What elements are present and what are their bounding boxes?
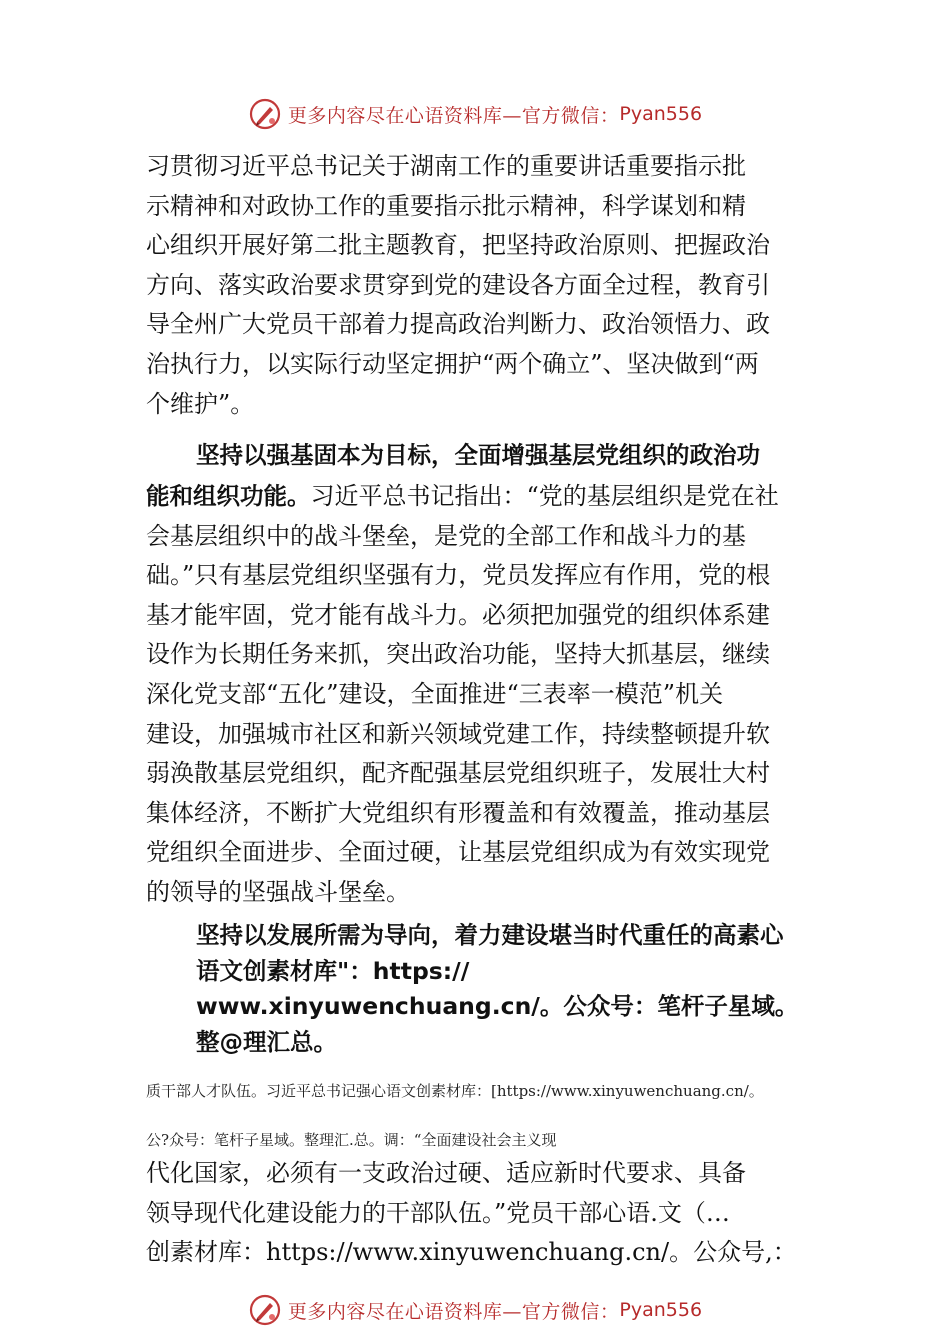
heading-line: 整@理汇总。 (196, 1027, 337, 1056)
text-line: 方向、落实政治要求贯穿到党的建设各方面全过程，教育引 (146, 270, 770, 299)
paragraph-4 (146, 1154, 836, 1273)
section-heading-continued: 能和组织功能。 (146, 482, 311, 510)
header-banner (0, 94, 950, 134)
section-heading: 坚持以强基固本为目标，全面增强基层党组织的政治功 (196, 441, 760, 469)
small-text-line: 公?众号：笔杆子星域。整理汇.总。调：“全面建设社会主义现 (146, 1131, 557, 1149)
text-line: 础。”只有基层党组织坚强有力，党员发挥应有作用，党的根 (146, 561, 771, 590)
banner-text: 更多内容尽在心语资料库—官方微信： (287, 104, 620, 127)
heading-line: 坚持以发展所需为导向，着力建设堪当时代重任的高素心 (196, 921, 784, 949)
text-line: 个维护”。 (146, 389, 255, 418)
paragraph-2 (146, 477, 836, 913)
text-line: 建设，加强城市社区和新兴领域党建工作，持续整顿提升软 (146, 719, 770, 748)
text-line: 深化党支部“五化”建设，全面推进“三表率一模范”机关 (146, 679, 724, 708)
pen-logo-icon (248, 97, 282, 131)
section-3-heading (196, 918, 846, 1060)
text-line: 领导现代化建设能力的干部队伍。”党员干部心语.文（… (146, 1198, 730, 1227)
text-line: 弱涣散基层党组织，配齐配强基层党组织班子，发展壮大村 (146, 759, 770, 788)
text-line: 习贯彻习近平总书记关于湖南工作的重要讲话重要指示批 (146, 152, 746, 180)
text-line: 集体经济，不断扩大党组织有形覆盖和有效覆盖，推动基层 (146, 798, 770, 827)
text-line (146, 477, 836, 517)
text-line: 设作为长期任务来抓，突出政治功能，坚持大抓基层，继续 (146, 640, 770, 669)
heading-line: www.xinyuwenchuang.cn/。公众号：笔杆子星域。 (196, 992, 799, 1020)
banner-contact: Pyan556 (619, 103, 703, 125)
text-line: 会基层组织中的战斗堡垒，是党的全部工作和战斗力的基 (146, 521, 746, 550)
small-text-line: 质干部人才队伍。习近平总书记强心语文创素材库：[https://www.xinyuwenchuang.cn/。 (146, 1082, 764, 1100)
text-line: 心组织开展好第二批主题教育，把坚持政治原则、把握政治 (146, 231, 770, 260)
heading-line: 语文创素材库"：https:// (196, 956, 470, 985)
paragraph-1 (146, 147, 836, 424)
text-line: 的领导的坚强战斗堡垒。 (146, 877, 410, 906)
text-line: 党组织全面进步、全面过硬，让基层党组织成为有效实现党 (146, 838, 770, 867)
text-line: 代化国家，必须有一支政治过硬、适应新时代要求、具备 (146, 1159, 746, 1187)
text-line: 创素材库：https://www.xinyuwenchuang.cn/。公众号,： (146, 1238, 797, 1267)
text-line: 示精神和对政协工作的重要指示批示精神，科学谋划和精 (146, 191, 746, 220)
pen-logo-icon (248, 1293, 282, 1327)
text-line: 基才能牢固，党才能有战斗力。必须把加强党的组织体系建 (146, 600, 770, 629)
banner-contact: Pyan556 (619, 1299, 703, 1321)
banner-text: 更多内容尽在心语资料库—官方微信： (287, 1300, 620, 1323)
text-line: 治执行力，以实际行动坚定拥护“两个确立”、坚决做到“两 (146, 349, 759, 378)
text-line-rest: 习近平总书记指出：“党的基层组织是党在社 (310, 482, 779, 510)
text-line: 导全州广大党员干部着力提高政治判断力、政治领悟力、政 (146, 310, 770, 339)
footer-banner (0, 1290, 950, 1330)
